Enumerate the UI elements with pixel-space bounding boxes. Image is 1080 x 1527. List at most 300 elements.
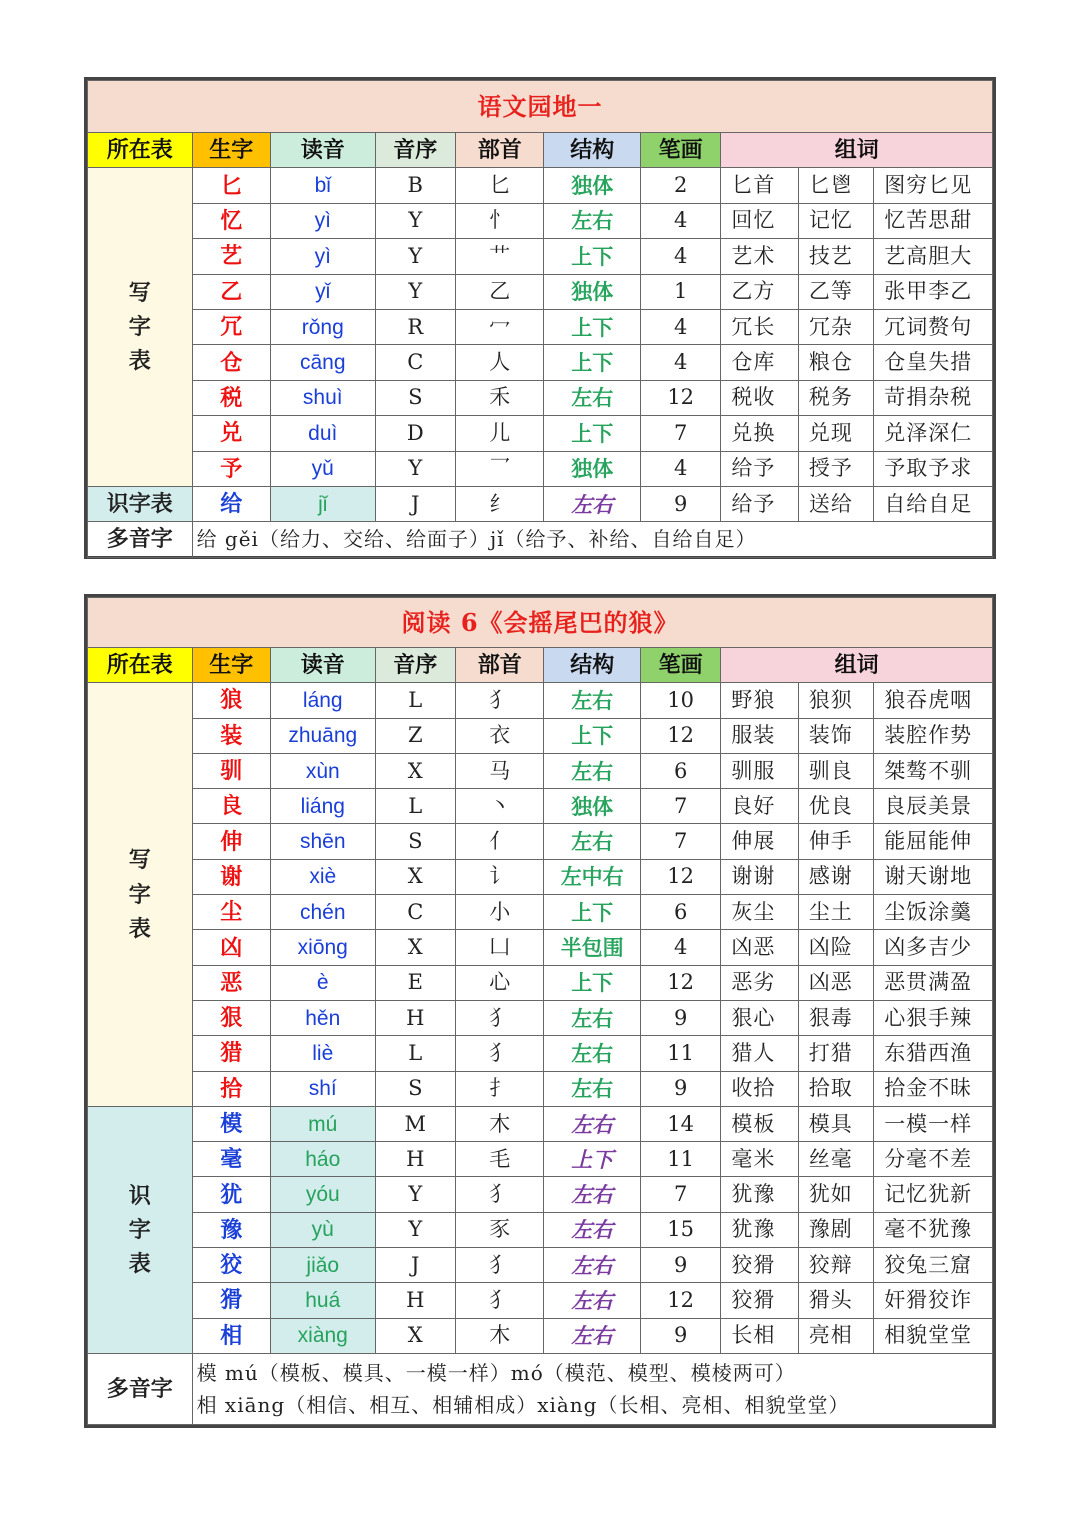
- word-cell: 丝毫: [798, 1142, 873, 1177]
- header-pinyin: 读音: [270, 133, 375, 168]
- word-cell: 匕首: [721, 168, 798, 203]
- structure-cell: 上下: [544, 895, 641, 930]
- pinyin-cell: mú: [270, 1106, 375, 1141]
- table-row: [88, 1142, 993, 1177]
- character-cell: 谢: [192, 859, 270, 894]
- radical-cell: 亻: [455, 824, 543, 859]
- table-row: [88, 965, 993, 1000]
- word-cell: 灰尘: [721, 895, 798, 930]
- table-row: [88, 718, 993, 753]
- word-cell: 冗长: [721, 309, 798, 344]
- word-cell: 狡辩: [798, 1248, 873, 1283]
- pinyin-cell: láng: [270, 683, 375, 718]
- character-cell: 兑: [192, 416, 270, 451]
- polyphone-text: [192, 1353, 992, 1424]
- structure-cell: 独体: [544, 168, 641, 203]
- pinyin-cell: hěn: [270, 1000, 375, 1035]
- word-cell: 张甲李乙: [874, 274, 993, 309]
- table-row: [88, 1071, 993, 1106]
- character-table: [87, 597, 993, 1425]
- table-row: [88, 753, 993, 788]
- radical-cell: 乙: [455, 274, 543, 309]
- table-row: [88, 1106, 993, 1141]
- word-cell: 送给: [798, 486, 873, 521]
- character-cell: 忆: [192, 203, 270, 238]
- polyphone-row: [88, 1353, 993, 1424]
- table-title: 语文园地一: [88, 81, 993, 133]
- word-cell: 乙等: [798, 274, 873, 309]
- sequence-cell: D: [375, 416, 455, 451]
- radical-cell: 木: [455, 1106, 543, 1141]
- pinyin-cell: xiàng: [270, 1318, 375, 1353]
- word-cell: 兑换: [721, 416, 798, 451]
- table-row: [88, 824, 993, 859]
- character-cell: 予: [192, 451, 270, 486]
- strokes-cell: 9: [640, 1071, 720, 1106]
- word-cell: 良好: [721, 789, 798, 824]
- character-cell: 冗: [192, 309, 270, 344]
- table-row: [88, 1212, 993, 1247]
- sequence-cell: Y: [375, 203, 455, 238]
- word-cell: 猾头: [798, 1283, 873, 1318]
- word-cell: 伸手: [798, 824, 873, 859]
- word-cell: 东猎西渔: [874, 1036, 993, 1071]
- word-cell: 谢谢: [721, 859, 798, 894]
- pinyin-cell: huá: [270, 1283, 375, 1318]
- pinyin-cell: jiǎo: [270, 1248, 375, 1283]
- word-cell: 凶多吉少: [874, 930, 993, 965]
- sequence-cell: X: [375, 930, 455, 965]
- word-cell: 能屈能伸: [874, 824, 993, 859]
- table-row: [88, 1283, 993, 1318]
- recognition-table-label: 识 字 表: [88, 1106, 193, 1353]
- structure-cell: 左右: [544, 1071, 641, 1106]
- structure-cell: 左右: [544, 1283, 641, 1318]
- word-cell: 乙方: [721, 274, 798, 309]
- strokes-cell: 12: [640, 965, 720, 1000]
- radical-cell: 人: [455, 345, 543, 380]
- structure-cell: 独体: [544, 274, 641, 309]
- strokes-cell: 12: [640, 718, 720, 753]
- pinyin-cell: bǐ: [270, 168, 375, 203]
- pinyin-cell: cāng: [270, 345, 375, 380]
- word-cell: 给予: [721, 451, 798, 486]
- word-cell: 冗词赘句: [874, 309, 993, 344]
- sequence-cell: H: [375, 1000, 455, 1035]
- pinyin-cell: yì: [270, 203, 375, 238]
- table-row: [88, 380, 993, 415]
- word-cell: 相貌堂堂: [874, 1318, 993, 1353]
- word-cell: 授予: [798, 451, 873, 486]
- strokes-cell: 7: [640, 416, 720, 451]
- table-reading-6: [84, 594, 996, 1428]
- word-cell: 打猎: [798, 1036, 873, 1071]
- pinyin-cell: yóu: [270, 1177, 375, 1212]
- word-cell: 犹如: [798, 1177, 873, 1212]
- polyphone-row: [88, 522, 993, 557]
- pinyin-cell: yǔ: [270, 451, 375, 486]
- header-row: [88, 648, 993, 683]
- word-cell: 予取予求: [874, 451, 993, 486]
- character-cell: 伸: [192, 824, 270, 859]
- pinyin-cell: xiōng: [270, 930, 375, 965]
- table-row: [88, 345, 993, 380]
- polyphone-text: [192, 522, 992, 557]
- header-words: 组词: [721, 133, 993, 168]
- word-cell: 豫剧: [798, 1212, 873, 1247]
- strokes-cell: 4: [640, 309, 720, 344]
- radical-cell: 乛: [455, 451, 543, 486]
- header-location: 所在表: [88, 133, 193, 168]
- character-cell: 毫: [192, 1142, 270, 1177]
- character-cell: 装: [192, 718, 270, 753]
- table-row: [88, 416, 993, 451]
- header-pinyin: 读音: [270, 648, 375, 683]
- sequence-cell: E: [375, 965, 455, 1000]
- table-row: [88, 1318, 993, 1353]
- pinyin-cell: è: [270, 965, 375, 1000]
- word-cell: 狠毒: [798, 1000, 873, 1035]
- structure-cell: 上下: [544, 309, 641, 344]
- word-cell: 给予: [721, 486, 798, 521]
- character-cell: 税: [192, 380, 270, 415]
- sequence-cell: S: [375, 1071, 455, 1106]
- word-cell: 狡兔三窟: [874, 1248, 993, 1283]
- table-row: [88, 1036, 993, 1071]
- radical-cell: 豕: [455, 1212, 543, 1247]
- word-cell: 拾金不昧: [874, 1071, 993, 1106]
- structure-cell: 半包围: [544, 930, 641, 965]
- table-row: [88, 309, 993, 344]
- radical-cell: 儿: [455, 416, 543, 451]
- structure-cell: 左右: [544, 824, 641, 859]
- radical-cell: 小: [455, 895, 543, 930]
- strokes-cell: 10: [640, 683, 720, 718]
- pinyin-cell: liáng: [270, 789, 375, 824]
- pinyin-cell: yì: [270, 239, 375, 274]
- word-cell: 自给自足: [874, 486, 993, 521]
- strokes-cell: 7: [640, 1177, 720, 1212]
- radical-cell: 艹: [455, 239, 543, 274]
- sequence-cell: Y: [375, 1177, 455, 1212]
- polyphone-line: 给 gěi（给力、交给、给面子）jǐ（给予、补给、自给自足）: [196, 527, 757, 552]
- radical-cell: 心: [455, 965, 543, 1000]
- sequence-cell: J: [375, 1248, 455, 1283]
- strokes-cell: 4: [640, 451, 720, 486]
- character-cell: 狡: [192, 1248, 270, 1283]
- header-structure: 结构: [544, 133, 641, 168]
- radical-cell: 丶: [455, 789, 543, 824]
- structure-cell: 上下: [544, 718, 641, 753]
- radical-cell: 犭: [455, 1036, 543, 1071]
- pinyin-cell: jǐ: [270, 486, 375, 521]
- structure-cell: 左中右: [544, 859, 641, 894]
- word-cell: 感谢: [798, 859, 873, 894]
- structure-cell: 左右: [544, 1212, 641, 1247]
- character-cell: 匕: [192, 168, 270, 203]
- table-row: [88, 1177, 993, 1212]
- word-cell: 毫不犹豫: [874, 1212, 993, 1247]
- character-cell: 艺: [192, 239, 270, 274]
- sequence-cell: C: [375, 345, 455, 380]
- structure-cell: 上下: [544, 1142, 641, 1177]
- radical-cell: 犭: [455, 683, 543, 718]
- word-cell: 狼狈: [798, 683, 873, 718]
- structure-cell: 上下: [544, 965, 641, 1000]
- pinyin-cell: yù: [270, 1212, 375, 1247]
- table-row: [88, 239, 993, 274]
- word-cell: 兑泽深仁: [874, 416, 993, 451]
- table-row: [88, 683, 993, 718]
- pinyin-cell: rǒng: [270, 309, 375, 344]
- word-cell: 一模一样: [874, 1106, 993, 1141]
- sequence-cell: R: [375, 309, 455, 344]
- radical-cell: 马: [455, 753, 543, 788]
- writing-table-label: 写 字 表: [88, 168, 193, 487]
- radical-cell: 毛: [455, 1142, 543, 1177]
- radical-cell: 犭: [455, 1248, 543, 1283]
- sequence-cell: X: [375, 753, 455, 788]
- pinyin-cell: xiè: [270, 859, 375, 894]
- pinyin-cell: duì: [270, 416, 375, 451]
- table-row: [88, 1000, 993, 1035]
- table-row: [88, 274, 993, 309]
- word-cell: 猎人: [721, 1036, 798, 1071]
- strokes-cell: 1: [640, 274, 720, 309]
- structure-cell: 左右: [544, 1000, 641, 1035]
- polyphone-line: 相 xiāng（相信、相互、相辅相成）xiàng（长相、亮相、相貌堂堂）: [196, 1392, 850, 1417]
- sequence-cell: Z: [375, 718, 455, 753]
- structure-cell: 上下: [544, 239, 641, 274]
- sequence-cell: S: [375, 380, 455, 415]
- pinyin-cell: shēn: [270, 824, 375, 859]
- header-row: [88, 133, 993, 168]
- character-cell: 猎: [192, 1036, 270, 1071]
- word-cell: 心狠手辣: [874, 1000, 993, 1035]
- structure-cell: 左右: [544, 1036, 641, 1071]
- word-cell: 忆苦思甜: [874, 203, 993, 238]
- word-cell: 艺高胆大: [874, 239, 993, 274]
- word-cell: 记忆: [798, 203, 873, 238]
- structure-cell: 左右: [544, 1106, 641, 1141]
- word-cell: 装腔作势: [874, 718, 993, 753]
- polyphone-line: 模 mú（模板、模具、一模一样）mó（模范、模型、模棱两可）: [196, 1360, 796, 1385]
- recognition-table-label: 识字表: [88, 486, 193, 521]
- word-cell: 亮相: [798, 1318, 873, 1353]
- strokes-cell: 4: [640, 239, 720, 274]
- header-location: 所在表: [88, 648, 193, 683]
- strokes-cell: 12: [640, 859, 720, 894]
- sequence-cell: J: [375, 486, 455, 521]
- word-cell: 犹豫: [721, 1212, 798, 1247]
- sequence-cell: Y: [375, 1212, 455, 1247]
- strokes-cell: 9: [640, 486, 720, 521]
- sequence-cell: M: [375, 1106, 455, 1141]
- header-character: 生字: [192, 133, 270, 168]
- word-cell: 技艺: [798, 239, 873, 274]
- structure-cell: 左右: [544, 1318, 641, 1353]
- strokes-cell: 2: [640, 168, 720, 203]
- polyphone-label: 多音字: [88, 522, 193, 557]
- structure-cell: 左右: [544, 203, 641, 238]
- sequence-cell: Y: [375, 274, 455, 309]
- pinyin-cell: shí: [270, 1071, 375, 1106]
- word-cell: 兑现: [798, 416, 873, 451]
- word-cell: 桀骜不驯: [874, 753, 993, 788]
- word-cell: 良辰美景: [874, 789, 993, 824]
- word-cell: 冗杂: [798, 309, 873, 344]
- sequence-cell: S: [375, 824, 455, 859]
- pinyin-cell: chén: [270, 895, 375, 930]
- sequence-cell: L: [375, 1036, 455, 1071]
- pinyin-cell: háo: [270, 1142, 375, 1177]
- word-cell: 仓库: [721, 345, 798, 380]
- strokes-cell: 7: [640, 824, 720, 859]
- radical-cell: 凵: [455, 930, 543, 965]
- sequence-cell: Y: [375, 239, 455, 274]
- word-cell: 尘饭涂羹: [874, 895, 993, 930]
- radical-cell: 扌: [455, 1071, 543, 1106]
- word-cell: 仓皇失措: [874, 345, 993, 380]
- table-row: [88, 789, 993, 824]
- character-cell: 仓: [192, 345, 270, 380]
- pinyin-cell: yǐ: [270, 274, 375, 309]
- character-cell: 相: [192, 1318, 270, 1353]
- word-cell: 狠心: [721, 1000, 798, 1035]
- radical-cell: 木: [455, 1318, 543, 1353]
- character-cell: 猾: [192, 1283, 270, 1318]
- title-row: [88, 81, 993, 133]
- pinyin-cell: xùn: [270, 753, 375, 788]
- word-cell: 艺术: [721, 239, 798, 274]
- radical-cell: 衣: [455, 718, 543, 753]
- structure-cell: 上下: [544, 345, 641, 380]
- word-cell: 税收: [721, 380, 798, 415]
- character-cell: 乙: [192, 274, 270, 309]
- character-cell: 拾: [192, 1071, 270, 1106]
- strokes-cell: 6: [640, 753, 720, 788]
- sequence-cell: X: [375, 859, 455, 894]
- header-sequence: 音序: [375, 648, 455, 683]
- word-cell: 匕鬯: [798, 168, 873, 203]
- word-cell: 模具: [798, 1106, 873, 1141]
- word-cell: 伸展: [721, 824, 798, 859]
- sequence-cell: H: [375, 1283, 455, 1318]
- character-cell: 豫: [192, 1212, 270, 1247]
- word-cell: 谢天谢地: [874, 859, 993, 894]
- word-cell: 拾取: [798, 1071, 873, 1106]
- sequence-cell: L: [375, 683, 455, 718]
- strokes-cell: 12: [640, 380, 720, 415]
- structure-cell: 上下: [544, 416, 641, 451]
- header-sequence: 音序: [375, 133, 455, 168]
- radical-cell: 纟: [455, 486, 543, 521]
- radical-cell: 忄: [455, 203, 543, 238]
- sequence-cell: B: [375, 168, 455, 203]
- strokes-cell: 4: [640, 930, 720, 965]
- pinyin-cell: zhuāng: [270, 718, 375, 753]
- radical-cell: 匕: [455, 168, 543, 203]
- word-cell: 凶恶: [721, 930, 798, 965]
- radical-cell: 冖: [455, 309, 543, 344]
- title-row: [88, 598, 993, 648]
- table-yuwen-yuandi-1: [84, 77, 996, 559]
- pinyin-cell: liè: [270, 1036, 375, 1071]
- sequence-cell: C: [375, 895, 455, 930]
- table-row: [88, 451, 993, 486]
- sequence-cell: H: [375, 1142, 455, 1177]
- word-cell: 分毫不差: [874, 1142, 993, 1177]
- word-cell: 优良: [798, 789, 873, 824]
- strokes-cell: 12: [640, 1283, 720, 1318]
- structure-cell: 左右: [544, 1177, 641, 1212]
- word-cell: 收拾: [721, 1071, 798, 1106]
- radical-cell: 犭: [455, 1000, 543, 1035]
- structure-cell: 左右: [544, 380, 641, 415]
- word-cell: 野狼: [721, 683, 798, 718]
- character-cell: 狠: [192, 1000, 270, 1035]
- strokes-cell: 11: [640, 1036, 720, 1071]
- word-cell: 税务: [798, 380, 873, 415]
- character-cell: 模: [192, 1106, 270, 1141]
- sequence-cell: L: [375, 789, 455, 824]
- table-row: [88, 486, 993, 521]
- word-cell: 粮仓: [798, 345, 873, 380]
- strokes-cell: 6: [640, 895, 720, 930]
- word-cell: 狡猾: [721, 1248, 798, 1283]
- word-cell: 凶恶: [798, 965, 873, 1000]
- radical-cell: 犭: [455, 1283, 543, 1318]
- word-cell: 凶险: [798, 930, 873, 965]
- strokes-cell: 15: [640, 1212, 720, 1247]
- pinyin-cell: shuì: [270, 380, 375, 415]
- character-cell: 恶: [192, 965, 270, 1000]
- structure-cell: 左右: [544, 1248, 641, 1283]
- character-cell: 犹: [192, 1177, 270, 1212]
- radical-cell: 禾: [455, 380, 543, 415]
- word-cell: 苛捐杂税: [874, 380, 993, 415]
- radical-cell: 讠: [455, 859, 543, 894]
- word-cell: 狡猾: [721, 1283, 798, 1318]
- sequence-cell: Y: [375, 451, 455, 486]
- word-cell: 记忆犹新: [874, 1177, 993, 1212]
- header-strokes: 笔画: [640, 648, 720, 683]
- radical-cell: 犭: [455, 1177, 543, 1212]
- structure-cell: 左右: [544, 753, 641, 788]
- header-character: 生字: [192, 648, 270, 683]
- strokes-cell: 9: [640, 1318, 720, 1353]
- strokes-cell: 4: [640, 345, 720, 380]
- word-cell: 驯服: [721, 753, 798, 788]
- word-cell: 模板: [721, 1106, 798, 1141]
- word-cell: 图穷匕见: [874, 168, 993, 203]
- header-strokes: 笔画: [640, 133, 720, 168]
- table-row: [88, 930, 993, 965]
- character-cell: 凶: [192, 930, 270, 965]
- word-cell: 回忆: [721, 203, 798, 238]
- strokes-cell: 11: [640, 1142, 720, 1177]
- character-cell: 狼: [192, 683, 270, 718]
- table-row: [88, 203, 993, 238]
- strokes-cell: 9: [640, 1000, 720, 1035]
- table-title: 阅读 6《会摇尾巴的狼》: [88, 598, 993, 648]
- strokes-cell: 9: [640, 1248, 720, 1283]
- table-row: [88, 859, 993, 894]
- header-radical: 部首: [455, 648, 543, 683]
- header-radical: 部首: [455, 133, 543, 168]
- table-row: [88, 1248, 993, 1283]
- character-cell: 良: [192, 789, 270, 824]
